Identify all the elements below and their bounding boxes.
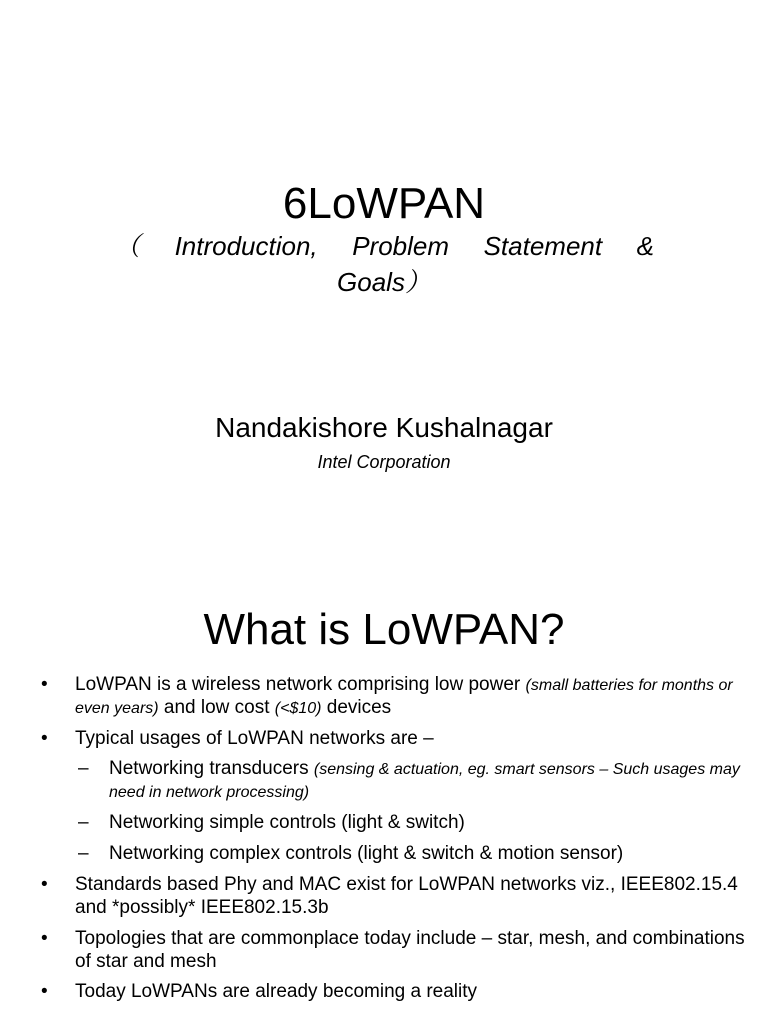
- subtitle-word-goals: Goals: [337, 267, 405, 297]
- subtitle-close-paren: ）: [404, 267, 431, 297]
- bullet-note: (<$10): [274, 700, 322, 717]
- bullet-text: LoWPAN is a wireless network comprising low power: [75, 674, 526, 695]
- sub-bullet-item: – Networking complex controls (light & switch & motion sensor): [0, 842, 768, 865]
- subtitle-line-2: [114, 264, 654, 300]
- bullet-item: • Standards based Phy and MAC exist for LoWPAN networks viz., IEEE802.15.4 and *possibly* IEEE802.15.3b: [0, 873, 768, 919]
- author-affiliation: Intel Corporation: [317, 452, 451, 472]
- bullet-item: • Typical usages of LoWPAN networks are –: [0, 727, 768, 750]
- bullet-text: and low cost: [158, 697, 275, 718]
- bullet-item: • Today LoWPANs are already becoming a reality: [0, 980, 768, 1003]
- sub-bullet-note: (sensing & actuation, eg. smart sensors – Such usages may need in network processing): [109, 761, 740, 801]
- subtitle-word-introduction: Introduction,: [174, 231, 318, 261]
- subtitle-line-1: [114, 228, 654, 264]
- bullet-note: (small batteries for months or even years): [75, 677, 733, 717]
- subtitle-open-paren: （: [114, 231, 141, 261]
- subtitle-word-ampersand: &: [636, 231, 654, 261]
- sub-bullet-item: [0, 757, 768, 803]
- bullet-item: [0, 673, 768, 719]
- content-slide: [0, 580, 768, 1024]
- sub-bullet-text: Networking transducers: [109, 758, 314, 779]
- slide-subtitle: [114, 228, 654, 300]
- bullet-list: [0, 673, 768, 1003]
- sub-bullet-item: – Networking simple controls (light & switch): [0, 811, 768, 834]
- subtitle-word-statement: Statement: [483, 231, 603, 261]
- bullet-item: • Topologies that are commonplace today include – star, mesh, and combinations of star and mesh: [0, 927, 768, 973]
- bullet-text: devices: [321, 697, 392, 718]
- slide-title: 6LoWPAN: [282, 179, 486, 228]
- slide-heading: What is LoWPAN?: [203, 605, 565, 654]
- subtitle-word-problem: Problem: [352, 231, 450, 261]
- author-name: Nandakishore Kushalnagar: [215, 412, 553, 443]
